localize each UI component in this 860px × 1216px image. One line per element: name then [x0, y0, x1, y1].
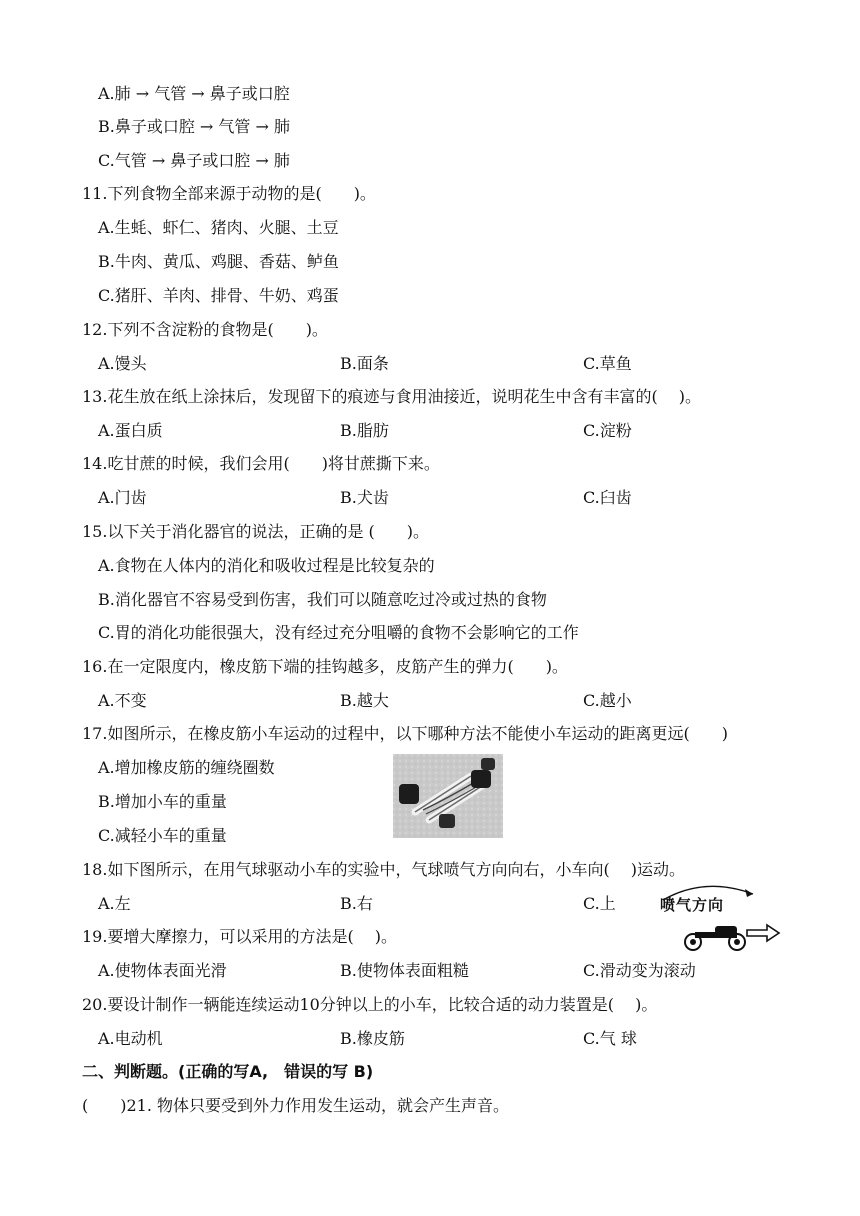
q19-option-a: A.使物体表面光滑	[98, 961, 227, 980]
q19-stem: 19.要增大摩擦力，可以采用的方法是( )。	[82, 927, 398, 946]
q12-option-b: B.面条	[340, 354, 389, 373]
q11-option-c: C.猪肝、羊肉、排骨、牛奶、鸡蛋	[98, 286, 339, 305]
q15-option-b: B.消化器官不容易受到伤害，我们可以随意吃过冷或过热的食物	[98, 590, 547, 609]
q15-option-a: A.食物在人体内的消化和吸收过程是比较复杂的	[98, 556, 435, 575]
q17-option-a: A.增加橡皮筋的缠绕圈数	[98, 758, 275, 777]
q20-option-c: C.气 球	[583, 1029, 637, 1048]
rubber-band-car-figure	[393, 754, 503, 838]
q13-option-c: C.淀粉	[583, 421, 632, 440]
q16-option-a: A.不变	[98, 691, 147, 710]
q20-option-a: A.电动机	[98, 1029, 163, 1048]
q13-option-a: A.蛋白质	[98, 421, 163, 440]
q12-stem: 12.下列不含淀粉的食物是( )。	[82, 320, 328, 339]
q21-stem: ( )21. 物体只要受到外力作用发生运动，就会产生声音。	[82, 1096, 510, 1115]
q16-option-b: B.越大	[340, 691, 389, 710]
q17-option-c: C.减轻小车的重量	[98, 826, 227, 845]
q19-option-b: B.使物体表面粗糙	[340, 961, 469, 980]
q13-option-b: B.脂肪	[340, 421, 389, 440]
q16-option-c: C.越小	[583, 691, 632, 710]
q18-option-c: C.上	[583, 894, 616, 913]
q14-option-a: A.门齿	[98, 488, 147, 507]
q20-option-b: B.橡皮筋	[340, 1029, 405, 1048]
q17-option-b: B.增加小车的重量	[98, 792, 227, 811]
q18-option-b: B.右	[340, 894, 373, 913]
q17-stem: 17.如图所示，在橡皮筋小车运动的过程中，以下哪种方法不能使小车运动的距离更远( )	[82, 724, 728, 743]
q13-stem: 13.花生放在纸上涂抹后，发现留下的痕迹与食用油接近，说明花生中含有丰富的( )。	[82, 387, 702, 406]
q10-option-a: A.肺 → 气管 → 鼻子或口腔	[98, 84, 290, 103]
q14-option-c: C.臼齿	[583, 488, 632, 507]
q15-stem: 15.以下关于消化器官的说法，正确的是 ( )。	[82, 522, 430, 541]
q10-option-c: C.气管 → 鼻子或口腔 → 肺	[98, 151, 290, 170]
q12-option-c: C.草鱼	[583, 354, 632, 373]
q12-option-a: A.馒头	[98, 354, 147, 373]
q15-option-c: C.胃的消化功能很强大，没有经过充分咀嚼的食物不会影响它的工作	[98, 623, 579, 642]
q20-stem: 20.要设计制作一辆能连续运动10分钟以上的小车，比较合适的动力装置是( )。	[82, 995, 658, 1014]
q18-stem: 18.如下图所示，在用气球驱动小车的实验中，气球喷气方向向右，小车向( )运动。	[82, 860, 686, 879]
balloon-car-figure	[655, 880, 785, 960]
q14-stem: 14.吃甘蔗的时候，我们会用( )将甘蔗撕下来。	[82, 454, 440, 473]
jet-direction-label: 喷气方向	[660, 896, 725, 914]
q11-option-b: B.牛肉、黄瓜、鸡腿、香菇、鲈鱼	[98, 252, 339, 271]
section-heading: 二、判断题。(正确的写A, 错误的写 B)	[82, 1062, 374, 1081]
q11-stem: 11.下列食物全部来源于动物的是( )。	[82, 184, 376, 203]
q16-stem: 16.在一定限度内，橡皮筋下端的挂钩越多，皮筋产生的弹力( )。	[82, 657, 568, 676]
q19-option-c: C.滑动变为滚动	[583, 961, 696, 980]
q14-option-b: B.犬齿	[340, 488, 389, 507]
q10-option-b: B.鼻子或口腔 → 气管 → 肺	[98, 117, 291, 136]
q18-option-a: A.左	[98, 894, 131, 913]
q11-option-a: A.生蚝、虾仁、猪肉、火腿、土豆	[98, 218, 339, 237]
